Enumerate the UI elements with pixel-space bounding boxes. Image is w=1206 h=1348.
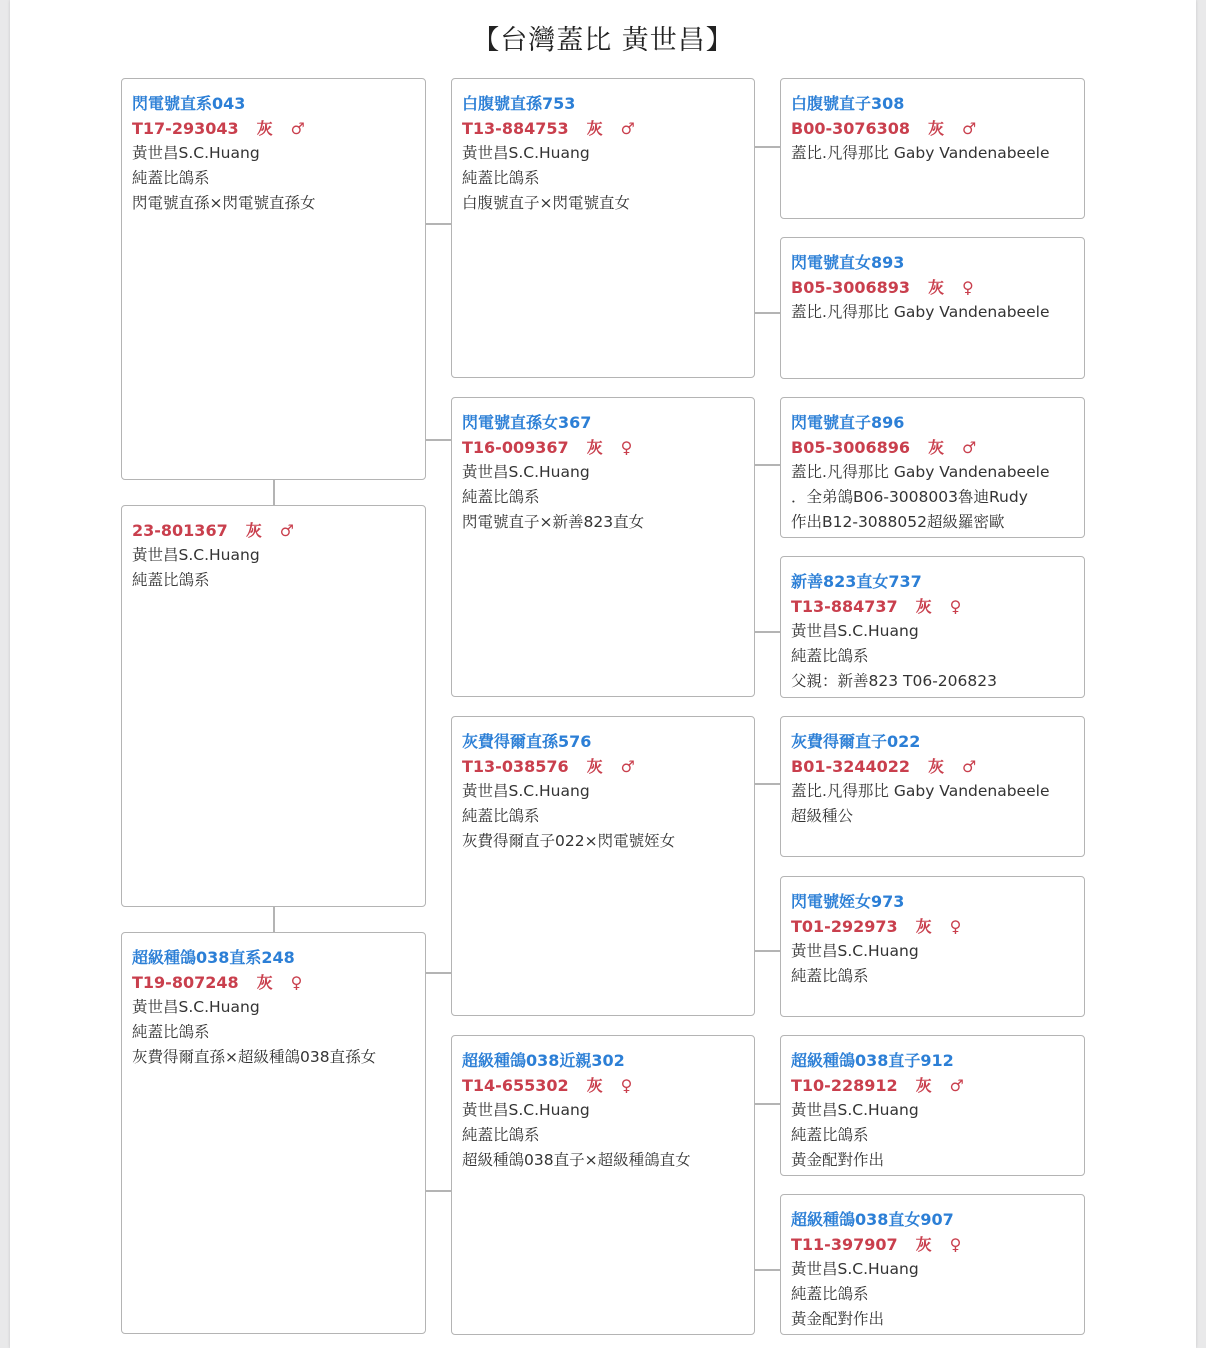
pigeon-name: 白腹號直子308 [791, 94, 905, 113]
info-line: 純蓋比鴿系 [791, 967, 869, 985]
color: 灰 [915, 1235, 932, 1254]
ring-number-row [791, 594, 1074, 619]
pigeon-name: 閃電號直子896 [791, 413, 905, 432]
ring-number-row [791, 1232, 1074, 1257]
pedigree-card-sdd [780, 556, 1085, 698]
info-line: 純蓋比鴿系 [132, 1023, 210, 1041]
pedigree-card-dsd [780, 876, 1085, 1017]
info-line: 黃世昌S.C.Huang [462, 463, 590, 481]
color: 灰 [256, 973, 273, 992]
pigeon-name: 灰費得爾直子022 [791, 732, 921, 751]
info-line: 純蓋比鴿系 [462, 1126, 540, 1144]
ring-number: T16-009367 [462, 438, 569, 457]
pedigree-card-sss [780, 78, 1085, 219]
sex-symbol: ♂ [279, 521, 295, 540]
color: 灰 [256, 119, 273, 138]
pigeon-name: 閃電號直系043 [132, 94, 246, 113]
pedigree-card-dam [121, 932, 426, 1334]
sex-symbol: ♀ [949, 1235, 962, 1254]
pigeon-name: 超級種鴿038直子912 [791, 1051, 954, 1070]
color: 灰 [586, 438, 603, 457]
sex-symbol: ♂ [620, 757, 635, 776]
ring-number-row [132, 518, 415, 543]
ring-number: 23-801367 [132, 521, 228, 540]
color: 灰 [915, 917, 932, 936]
info-line: 灰費得爾直孫×超級種鴿038直孫女 [132, 1048, 377, 1066]
ring-number-row [132, 116, 415, 141]
connector [755, 312, 780, 314]
info-line: 黃金配對作出 [791, 1310, 885, 1328]
info-line: 純蓋比鴿系 [132, 169, 210, 187]
connector [755, 950, 780, 952]
ring-number: B05-3006896 [791, 438, 911, 457]
info-line: 黃世昌S.C.Huang [791, 622, 919, 640]
info-line: 純蓋比鴿系 [462, 807, 540, 825]
pedigree-card-sds [780, 397, 1085, 538]
info-line: 灰費得爾直子022×閃電號姪女 [462, 832, 676, 850]
info-line: 白腹號直子×閃電號直女 [462, 194, 630, 212]
ring-number: T13-884753 [462, 119, 569, 138]
info-line: 父親：新善823 T06-206823 [791, 672, 997, 690]
info-line: 黃世昌S.C.Huang [462, 1101, 590, 1119]
info-line: 純蓋比鴿系 [462, 169, 540, 187]
connector [426, 223, 451, 225]
connector [755, 783, 780, 785]
pedigree-card-sire [121, 78, 426, 480]
ring-number: B05-3006893 [791, 278, 911, 297]
connector [755, 464, 780, 466]
pedigree-card-subject [121, 505, 426, 907]
sex-symbol: ♀ [620, 438, 633, 457]
connector [755, 631, 780, 633]
pedigree-card-dam-dam [451, 1035, 755, 1335]
info-line: 純蓋比鴿系 [462, 488, 540, 506]
info-line: 黃世昌S.C.Huang [462, 782, 590, 800]
ring-number: T13-038576 [462, 757, 569, 776]
ring-number: T19-807248 [132, 973, 239, 992]
pedigree-card-ssd [780, 237, 1085, 379]
connector [426, 1190, 451, 1192]
info-line: 黃金配對作出 [791, 1151, 885, 1169]
pigeon-name: 超級種鴿038直女907 [791, 1210, 954, 1229]
ring-number-row [791, 914, 1074, 939]
pedigree-card-ddd [780, 1194, 1085, 1335]
pedigree-card-sire-sire [451, 78, 755, 378]
info-line: 純蓋比鴿系 [791, 647, 869, 665]
info-line: 黃世昌S.C.Huang [791, 942, 919, 960]
info-line: 黃世昌S.C.Huang [132, 144, 260, 162]
color: 灰 [586, 757, 603, 776]
connector [273, 907, 275, 933]
ring-number-row [462, 1073, 744, 1098]
pigeon-name: 閃電號姪女973 [791, 892, 905, 911]
info-line: 閃電號直子×新善823直女 [462, 513, 645, 531]
info-line: 蓋比.凡得那比 Gaby Vandenabeele [791, 144, 1050, 162]
sex-symbol: ♂ [962, 757, 977, 776]
info-line: 作出B12-3088052超級羅密歐 [791, 513, 1005, 531]
info-line: 黃世昌S.C.Huang [791, 1260, 919, 1278]
ring-number-row [462, 435, 744, 460]
info-line: 蓋比.凡得那比 Gaby Vandenabeele [791, 303, 1050, 321]
info-line: 超級種鴿038直子×超級種鴿直女 [462, 1151, 691, 1169]
ring-number: T17-293043 [132, 119, 239, 138]
color: 灰 [915, 1076, 932, 1095]
pedigree-card-dds [780, 1035, 1085, 1176]
color: 灰 [928, 438, 945, 457]
color: 灰 [928, 119, 945, 138]
ring-number: B00-3076308 [791, 119, 911, 138]
sex-symbol: ♀ [620, 1076, 633, 1095]
ring-number-row [132, 970, 415, 995]
pigeon-name: 白腹號直孫753 [462, 94, 576, 113]
sex-symbol: ♂ [962, 438, 977, 457]
page-title: 【台灣蓋比 黃世昌】 [472, 25, 734, 56]
info-line: 純蓋比鴿系 [791, 1285, 869, 1303]
ring-number: B01-3244022 [791, 757, 911, 776]
sex-symbol: ♂ [620, 119, 635, 138]
pigeon-name: 灰費得爾直孫576 [462, 732, 592, 751]
pigeon-name: 新善823直女737 [791, 572, 922, 591]
info-line: 黃世昌S.C.Huang [132, 546, 260, 564]
info-line: 黃世昌S.C.Huang [791, 1101, 919, 1119]
ring-number-row [791, 275, 1074, 300]
pigeon-name: 閃電號直孫女367 [462, 413, 592, 432]
ring-number-row [791, 116, 1074, 141]
info-line: 純蓋比鴿系 [132, 571, 210, 589]
info-line: 黃世昌S.C.Huang [132, 998, 260, 1016]
ring-number: T13-884737 [791, 597, 898, 616]
sex-symbol: ♀ [962, 278, 974, 297]
connector [755, 1269, 780, 1271]
pedigree-card-dss [780, 716, 1085, 857]
info-line: 超級種公 [791, 807, 854, 825]
ring-number: T14-655302 [462, 1076, 569, 1095]
pigeon-name: 超級種鴿038近親302 [462, 1051, 625, 1070]
connector [426, 439, 451, 441]
sex-symbol: ♀ [290, 973, 303, 992]
color: 灰 [928, 757, 945, 776]
ring-number-row [791, 435, 1074, 460]
ring-number-row [791, 754, 1074, 779]
pedigree-card-sire-dam [451, 397, 755, 697]
color: 灰 [586, 119, 603, 138]
pigeon-name: 超級種鴿038直系248 [132, 948, 295, 967]
ring-number: T01-292973 [791, 917, 898, 936]
sex-symbol: ♀ [949, 917, 962, 936]
ring-number: T10-228912 [791, 1076, 898, 1095]
sex-symbol: ♂ [962, 119, 977, 138]
ring-number: T11-397907 [791, 1235, 898, 1254]
info-line: 蓋比.凡得那比 Gaby Vandenabeele [791, 782, 1050, 800]
ring-number-row [791, 1073, 1074, 1098]
color: 灰 [586, 1076, 603, 1095]
info-line: 蓋比.凡得那比 Gaby Vandenabeele [791, 463, 1050, 481]
connector [426, 972, 451, 974]
sex-symbol: ♂ [290, 119, 305, 138]
ring-number-row [462, 754, 744, 779]
color: 灰 [928, 278, 945, 297]
color: 灰 [915, 597, 932, 616]
pedigree-card-dam-sire [451, 716, 755, 1016]
pigeon-name: 閃電號直女893 [791, 253, 905, 272]
connector [755, 146, 780, 148]
sex-symbol: ♂ [949, 1076, 964, 1095]
connector [755, 1103, 780, 1105]
color: 灰 [245, 521, 262, 540]
info-line: 黃世昌S.C.Huang [462, 144, 590, 162]
sex-symbol: ♀ [949, 597, 962, 616]
info-line: 閃電號直孫×閃電號直孫女 [132, 194, 316, 212]
info-line: 純蓋比鴿系 [791, 1126, 869, 1144]
connector [273, 480, 275, 506]
info-line: ．全弟鴿B06-3008003魯迪Rudy [791, 488, 1028, 506]
ring-number-row [462, 116, 744, 141]
